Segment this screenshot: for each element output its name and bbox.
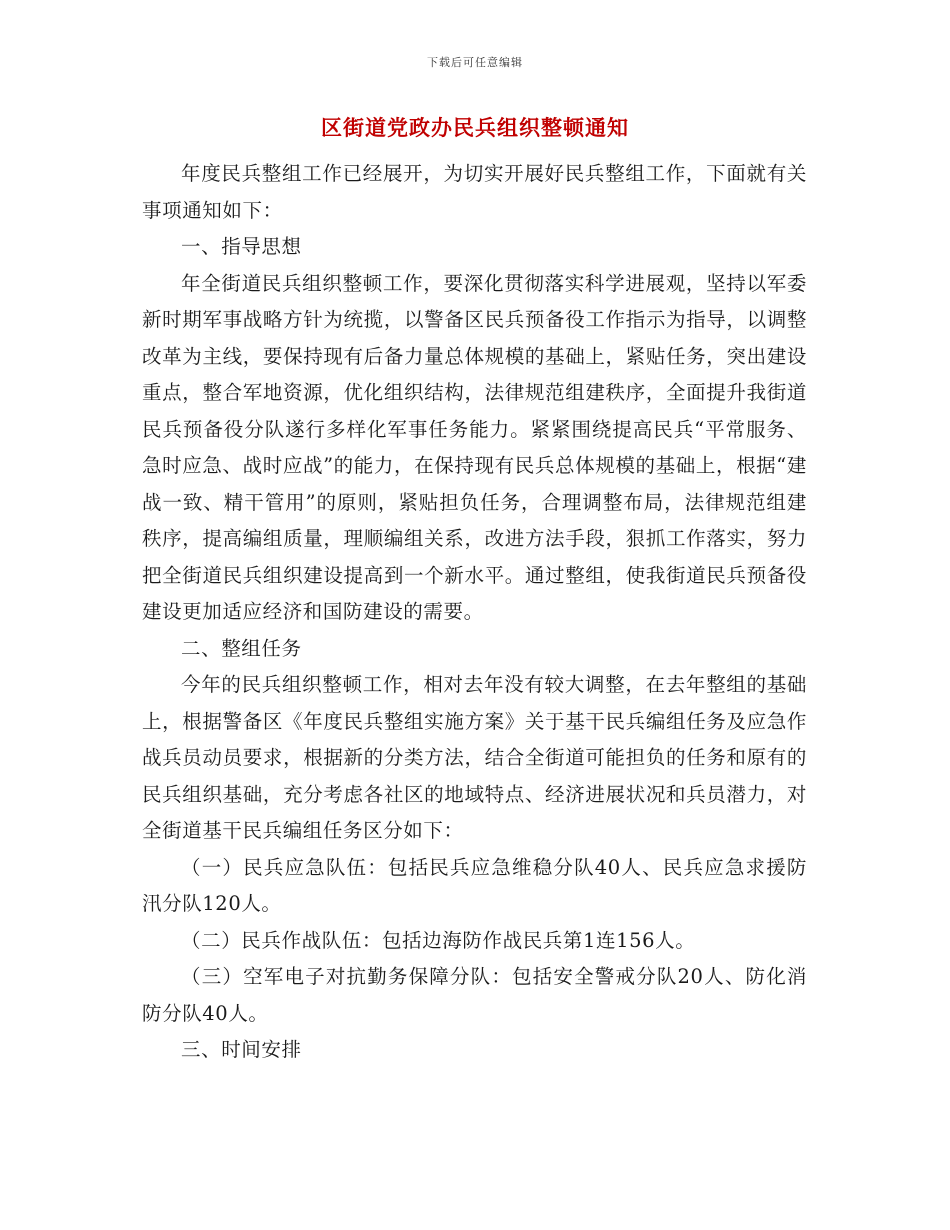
paragraph-task-item-1: （一）民兵应急队伍：包括民兵应急维稳分队40人、民兵应急求援防汛分队120人。 [142, 855, 807, 915]
section-heading-2: 二、整组任务 [181, 636, 302, 660]
document-title: 区街道党政办民兵组织整顿通知 [321, 115, 629, 140]
paragraph-task-item-2: （二）民兵作战队伍：包括边海防作战民兵第1连156人。 [181, 928, 696, 952]
header-note: 下载后可任意编辑 [427, 56, 523, 69]
paragraph-tasks: 今年的民兵组织整顿工作，相对去年没有较大调整，在去年整组的基础上，根据警备区《年度民兵整组实施方案》关于基干民兵编组任务及应急作战兵员动员要求，根据新的分类方法，结合全街道可能担负的任务和原有的民兵组织基础，充分考虑各社区的地域特点、经济进展状况和兵员潜力，对全街道基干民兵编组任务区分如下： [142, 673, 807, 842]
paragraph-intro: 年度民兵整组工作已经展开，为切实开展好民兵整组工作，下面就有关事项通知如下： [142, 162, 807, 222]
document-body [142, 156, 807, 1069]
paragraph-guiding-thought: 年全街道民兵组织整顿工作，要深化贯彻落实科学进展观，坚持以军委新时期军事战略方针为统揽，以警备区民兵预备役工作指示为指导，以调整改革为主线，要保持现有后备力量总体规模的基础上，紧贴任务，突出建设重点，整合军地资源，优化组织结构，法律规范组建秩序，全面提升我街道民兵预备役分队遂行多样化军事任务能力。紧紧围绕提高民兵“平常服务、急时应急、战时应战”的能力，在保持现有民兵总体规模的基础上，根据“建战一致、精干管用”的原则，紧贴担负任务，合理调整布局，法律规范组建秩序，提高编组质量，理顺编组关系，改进方法手段，狠抓工作落实，努力把全街道民兵组织建设提高到一个新水平。通过整组，使我街道民兵预备役建设更加适应经济和国防建设的需要。 [142, 271, 807, 623]
section-heading-3: 三、时间安排 [181, 1038, 302, 1061]
section-heading-1: 一、指导思想 [181, 235, 302, 258]
paragraph-task-item-3: （三）空军电子对抗勤务保障分队：包括安全警戒分队20人、防化消防分队40人。 [142, 965, 807, 1025]
